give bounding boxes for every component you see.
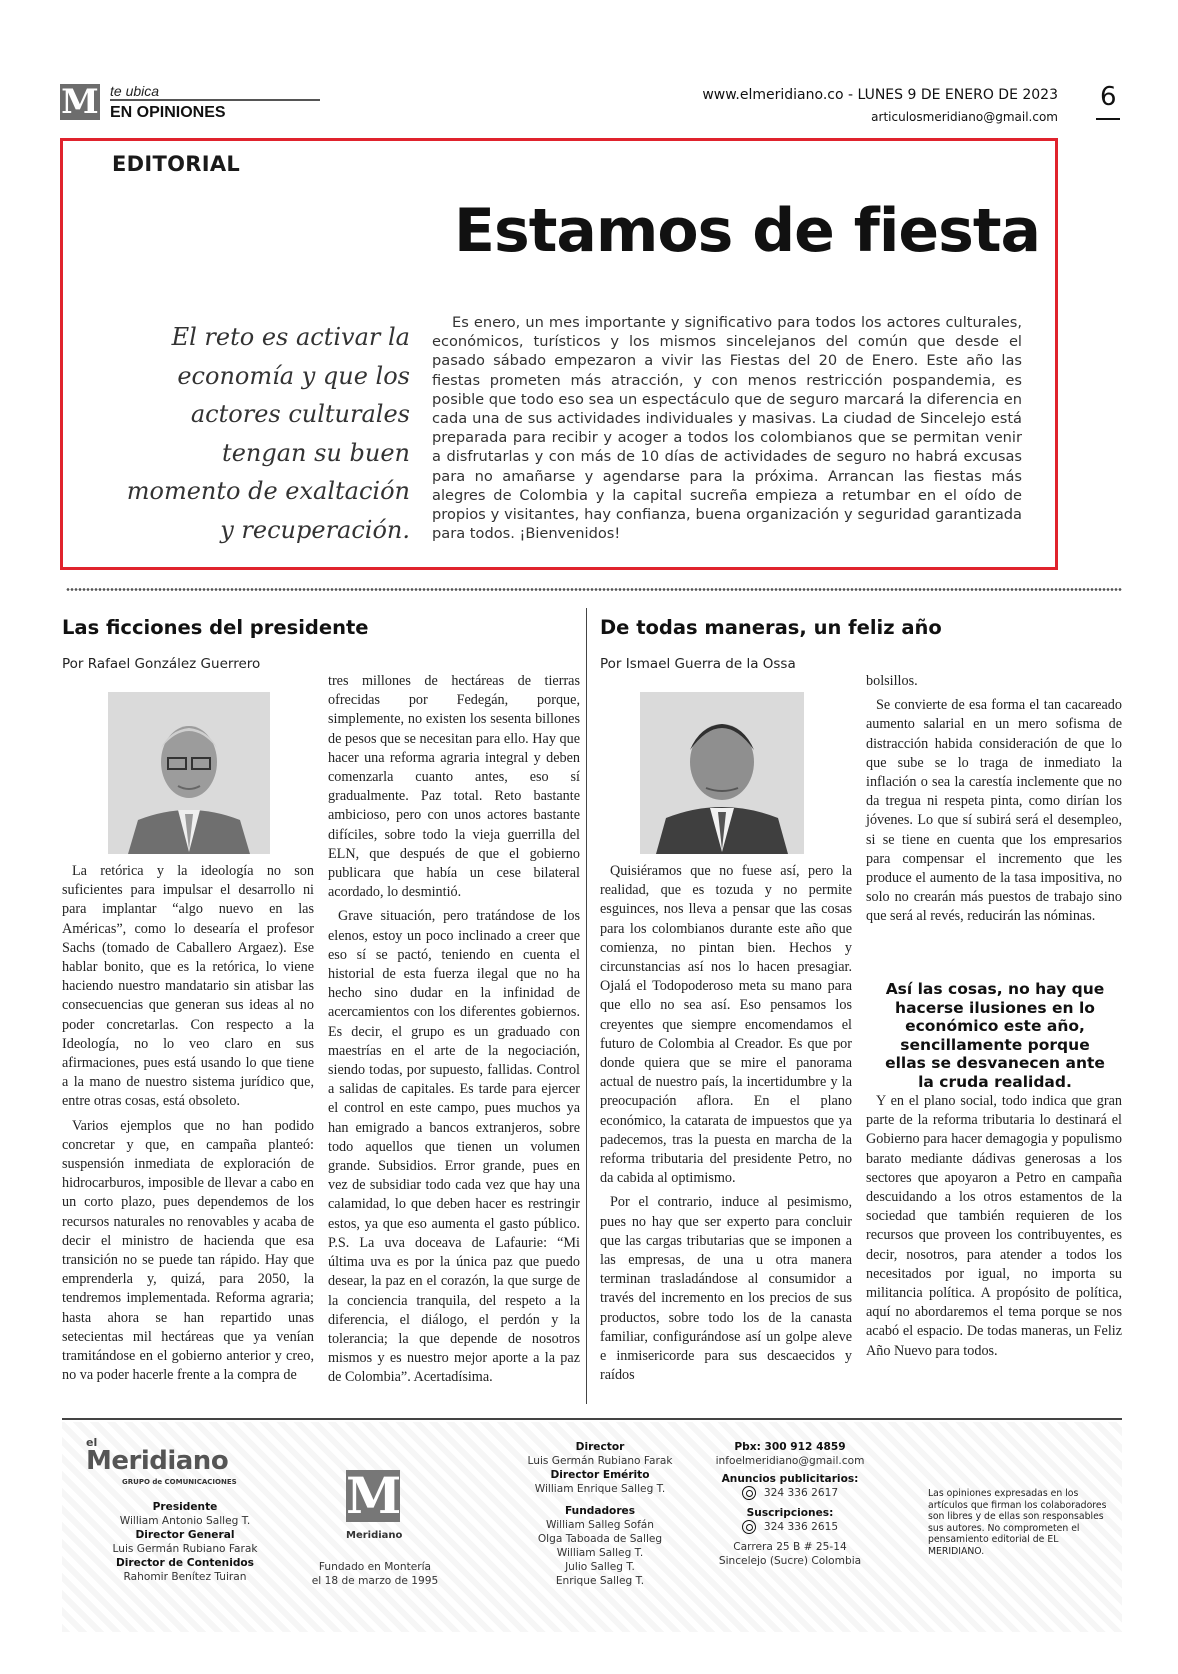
article-column: [62, 862, 314, 1385]
author-photo: [108, 692, 270, 854]
staff-role: Director de Contenidos: [115, 1557, 254, 1569]
founded-info: [310, 1560, 440, 1588]
staff-role: Director Emérito: [550, 1469, 650, 1481]
brand-logo: Meridiano: [86, 1446, 229, 1476]
whatsapp-icon: [742, 1486, 756, 1500]
whatsapp-icon: [742, 1520, 756, 1534]
paragraph: Se convierte de esa forma el tan cacareado aumento salarial en un mero sofisma de distracción habida consideración de que lo que sube se lo traga de inmediato la inflación o sea la carestía inclemente que no da tregua ni respeta pinta, como dirían los jóvenes. Lo que sí subirá será el desempleo, si se tiene en cuenta que los empresarios para compensar el incremento que les produce el aumento de la tasa impositiva, no solo no crearán más puestos de trabajo sino que será al revés, reducirán las nóminas.: [866, 697, 1122, 925]
article-byline: Por Ismael Guerra de la Ossa: [600, 656, 796, 672]
site-url-and-date: www.elmeridiano.co - LUNES 9 DE ENERO DE 2023: [702, 87, 1058, 103]
paragraph: Quisiéramos que no fuese así, pero la realidad, que es tozuda y no permite esguinces, nos lleva a pensar que las cosas para los colombianos durante este año que comienza, no pintan bien. Hechos y circunstancias así nos lo hacen presagiar. Ojalá el Todopoderoso meta su mano para que ello no sea así. Eso pensamos los creyentes que siempre encomendamos el futuro de Colombia al Creador. Es que por donde quiera que se mire el panorama actual de nuestro país, la incertidumbre y la preocupación aflora. En el plano económico, la catarata de impuestos que ya padecemos, tras la puesta en marcha de la reforma tributaria del presidente Petro, no da cabida al optimismo.: [600, 863, 852, 1187]
founder-name: William Salleg Sofán: [545, 1519, 655, 1531]
address-line: Sincelejo (Sucre) Colombia: [718, 1555, 862, 1567]
paragraph: tres millones de hectáreas de tierras ofrecidas por Fedegán, porque, simplemente, no existen los sesenta billones de pesos que se necesitan para ello. Hay que hacer una reforma agraria integral y deben comenzarla cuanto antes, eso sí gradualmente. Paz total. Reto bastante ambicioso, pero con unos actores bastante difíciles, sobre todo la vieja guerrilla del ELN, que después de que el gobierno publicara que había un cese bilateral acordado, lo desmintió.: [328, 673, 580, 901]
article-column: [328, 672, 580, 1388]
article-title: De todas maneras, un feliz año: [600, 616, 942, 639]
article-column: [600, 862, 852, 1385]
author-photo: [640, 692, 804, 854]
ads-label: Anuncios publicitarios:: [721, 1473, 859, 1485]
paragraph: Por el contrario, induce al pesimismo, pues no hay que ser experto para concluir que las cargas tributarias que se imponen a las empresas, de una u otra manera terminan trasladándose al consumidor a través del incremento en los precios de sus productos, sobre todo los de la canasta familiar, configurándose así un golpe aleve e inmisericorde para sus descaecidos y raídos: [600, 1194, 852, 1384]
founder-name: Julio Salleg T.: [565, 1561, 635, 1573]
article-column: [866, 1092, 1122, 1361]
staff-block: [80, 1500, 290, 1584]
page-number-rule: [1096, 118, 1120, 120]
footer-rule: [62, 1418, 1122, 1420]
founder-name: William Salleg T.: [556, 1547, 644, 1559]
staff-name: William Enrique Salleg T.: [534, 1483, 666, 1495]
article-title: Las ficciones del presidente: [62, 616, 369, 639]
dotted-divider: [66, 587, 1122, 592]
direction-block: [500, 1440, 700, 1588]
section-name: EN OPINIONES: [110, 104, 226, 121]
newspaper-logo-name: Meridiano: [346, 1530, 403, 1541]
editorial-label: EDITORIAL: [112, 152, 241, 176]
staff-role: Fundadores: [564, 1505, 636, 1517]
subscriptions-label: Suscripciones:: [746, 1507, 834, 1519]
paragraph: Varios ejemplos que no han podido concretar y que, en campaña planteó: suspensión inmediata de exploración de hidrocarburos, imposible de llevar a cabo en un corto plazo, pues dependemos de los recursos naturales no renovables y acaba de decir el ministro de hacienda que esa transición no se puede tan rápido. Hay que emprenderla y, quizá, para 2050, la tendremos implementada. Reforma agraria; hasta ahora se han repartido unas setecientas mil hectáreas que ya venían tramitándose en el gobierno anterior y creo, no va poder hacerle frente a la compra de: [62, 1117, 314, 1384]
contact-block: [700, 1440, 880, 1568]
info-email: infoelmeridiano@gmail.com: [715, 1455, 865, 1467]
staff-name: William Antonio Salleg T.: [119, 1515, 251, 1527]
article-byline: Por Rafael González Guerrero: [62, 656, 261, 672]
section-tagline-small: te ubica: [110, 83, 160, 99]
brand-subtitle: GRUPO de COMUNICACIONES: [122, 1478, 237, 1486]
subscriptions-phone: 324 336 2615: [763, 1521, 839, 1533]
opinion-disclaimer: Las opiniones expresadas en los artículos que firman los colaboradores son libres y de ellas son responsables sus autores. No comprometen el pensamiento editorial de EL MERIDIANO.: [928, 1488, 1107, 1557]
founded-date: el 18 de marzo de 1995: [311, 1575, 439, 1587]
editorial-body: Es enero, un mes importante y significativo para todos los actores culturales, económicos, turísticos y los mismos sincelejanos del común que desde el pasado sábado empezaron a vivir las Fiestas del 20 de Enero. Este año las fiestas prometen más atracción, y con menos restricción pospandemia, es posible que todo eso sea un espectáculo que de seguro marcará la diferencia en cada una de sus actividades individuales y masivas. La ciudad de Sincelejo está preparada para recibir y acoger a todos los colombianos que se permitan venir a disfrutarlas y con más de 10 días de actividades de seguro no habrá excusas para no amañarse y agendarse para la próxima. Arrancan las fiestas más alegres de Colombia y la capital sucreña empieza a retumbar en el oído de propios y visitantes, hay confianza, buena organización y seguridad garantizada para todos. ¡Bienvenidos!: [432, 314, 1022, 543]
page-number: 6: [1100, 82, 1117, 112]
address-line: Carrera 25 B # 25-14: [733, 1541, 847, 1553]
staff-name: Rahomir Benítez Tuiran: [123, 1571, 247, 1583]
pbx-number: Pbx: 300 912 4859: [734, 1441, 846, 1453]
newspaper-logo-large: M: [346, 1466, 402, 1525]
ads-phone: 324 336 2617: [763, 1487, 839, 1499]
brand-prefix: el: [86, 1436, 98, 1449]
founded-place: Fundado en Montería: [318, 1561, 432, 1573]
staff-name: Luis Germán Rubiano Farak: [112, 1543, 258, 1555]
newspaper-logo: M: [61, 82, 99, 122]
paragraph: bolsillos.: [866, 673, 918, 689]
editorial-title: Estamos de fiesta: [454, 196, 1040, 266]
article-column: [866, 672, 1122, 927]
founder-name: Olga Taboada de Salleg: [537, 1533, 663, 1545]
section-tagline-rule: [110, 99, 320, 101]
editorial-pull-quote: El reto es activar la economía y que los actores culturales tengan su buen momento de exaltación y recuperación.: [126, 323, 410, 544]
staff-role: Presidente: [152, 1501, 218, 1513]
column-divider: [586, 608, 587, 1404]
paragraph: Y en el plano social, todo indica que gran parte de la reforma tributaria lo destinará el Gobierno para hacer demagogia y populismo barato mediante dádivas generosas a los sectores que apoyaron a Petro en campaña descuidando a los otros estamentos de la sociedad que también requieren de los recursos que proveen los contribuyentes, es decir, nosotros, para atender a todos los necesitados por igual, no importa su militancia política. A propósito de política, aquí no abordaremos el tema porque se nos acabó el espacio. De todas maneras, un Feliz Año Nuevo para todos.: [866, 1093, 1122, 1359]
article-pull-quote: Así las cosas, no hay que hacerse ilusiones en lo económico este año, sencillamente porque ellas se desvanecen ante la cruda realidad.: [885, 980, 1105, 1091]
staff-role: Director General: [135, 1529, 235, 1541]
staff-name: Luis Germán Rubiano Farak: [527, 1455, 673, 1467]
contact-email: articulosmeridiano@gmail.com: [871, 110, 1058, 124]
staff-role: Director: [575, 1441, 625, 1453]
founder-name: Enrique Salleg T.: [555, 1575, 645, 1587]
paragraph: La retórica y la ideología no son suficientes para impulsar el desarrollo ni para implantar “algo nuevo en las Américas”, como lo desearía el profesor Sachs (tomado de Caballero Argaez). Ese hablar bonito, que es la retórica, lo viene haciendo nuestro mandatario sin atisbar las consecuencias que generan sus ideas al no poder concretarlas. Con respecto a la Ideología, no lo veo claro en sus afirmaciones, pues está usando lo que tiene a la mano de nuestro sistema jurídico que, entre otras cosas, está obsoleto.: [62, 863, 314, 1110]
paragraph: Grave situación, pero tratándose de los elenos, estoy un poco inclinado a creer que eso sí se pactó, teniendo en cuenta el historial de esta fuerza ilegal que no ha hecho sino dudar en la infinidad de acercamientos con los diferentes gobiernos. Es decir, el grupo es un graduado con maestrías en el arte de la negociación, siendo todas, por supuesto, fallidas. Control a salidas de capitales. Es tarde para ejercer el control en este campo, pues muchos ya han emigrado a bancos extranjeros, sobre todo aquellos que tienen un volumen grande. Subsidios. Error grande, pues en vez de subsidiar todo cada vez que hay una calamidad, lo que deben hacer es restringir estos, ya que eso aumenta el gasto público. P.S. La uva doceava de Lafaurie: “Mi última uva es por la única paz que puedo desear, la paz en el corazón, la que surge de la conciencia tranquila, del respeto a la diferencia, el diálogo, el perdón y la tolerancia; la que depende de nosotros mismos y es nuestro mejor aporte a la paz de Colombia”. Acertadísima.: [328, 908, 580, 1386]
